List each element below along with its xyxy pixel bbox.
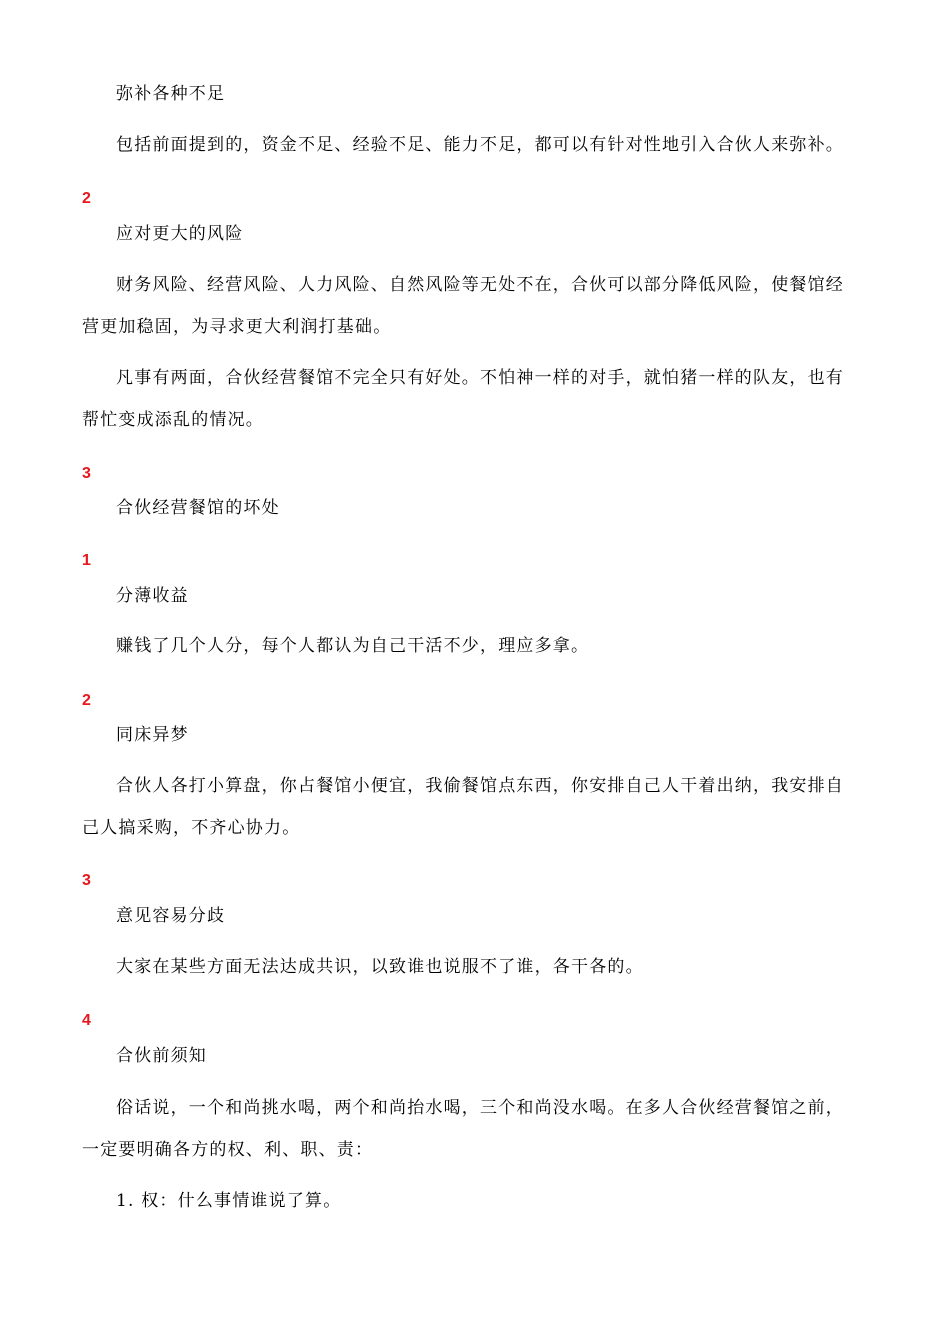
heading-fengxian: 应对更大的风险 bbox=[116, 224, 244, 244]
heading-huaichu: 合伙经营餐馆的坏处 bbox=[116, 498, 280, 518]
paragraph-xuzhi: 俗话说，一个和尚挑水喝，两个和尚抬水喝，三个和尚没水喝。在多人合伙经营餐馆之前，一定要明确各方的权、利、职、责： bbox=[82, 1098, 844, 1160]
sub-number-3: 3 bbox=[82, 872, 91, 889]
sub-number-2: 2 bbox=[82, 692, 91, 709]
section-number-2: 2 bbox=[82, 190, 91, 207]
section-number-4: 4 bbox=[82, 1012, 91, 1029]
paragraph-quan: 1. 权：什么事情谁说了算。 bbox=[116, 1191, 342, 1211]
heading-fenbo: 分薄收益 bbox=[116, 586, 189, 606]
heading-xuzhi: 合伙前须知 bbox=[116, 1046, 207, 1066]
paragraph-fenbo: 赚钱了几个人分，每个人都认为自己干活不少，理应多拿。 bbox=[116, 636, 590, 656]
heading-tongchuang: 同床异梦 bbox=[116, 725, 189, 745]
heading-buzu: 弥补各种不足 bbox=[116, 84, 226, 104]
paragraph-liangmian: 凡事有两面，合伙经营餐馆不完全只有好处。不怕神一样的对手，就怕猪一样的队友，也有帮忙变成添乱的情况。 bbox=[82, 368, 844, 430]
section-number-3: 3 bbox=[82, 465, 91, 482]
paragraph-tongchuang: 合伙人各打小算盘，你占餐馆小便宜，我偷餐馆点东西，你安排自己人干着出纳，我安排自己人搞采购，不齐心协力。 bbox=[82, 776, 844, 838]
sub-number-1: 1 bbox=[82, 552, 91, 569]
paragraph-fengxian: 财务风险、经营风险、人力风险、自然风险等无处不在，合伙可以部分降低风险，使餐馆经营更加稳固，为寻求更大利润打基础。 bbox=[82, 275, 844, 337]
paragraph-fenqi: 大家在某些方面无法达成共识，以致谁也说服不了谁，各干各的。 bbox=[116, 957, 644, 977]
heading-fenqi: 意见容易分歧 bbox=[116, 906, 226, 926]
paragraph-buzu: 包括前面提到的，资金不足、经验不足、能力不足，都可以有针对性地引入合伙人来弥补。 bbox=[116, 135, 844, 155]
